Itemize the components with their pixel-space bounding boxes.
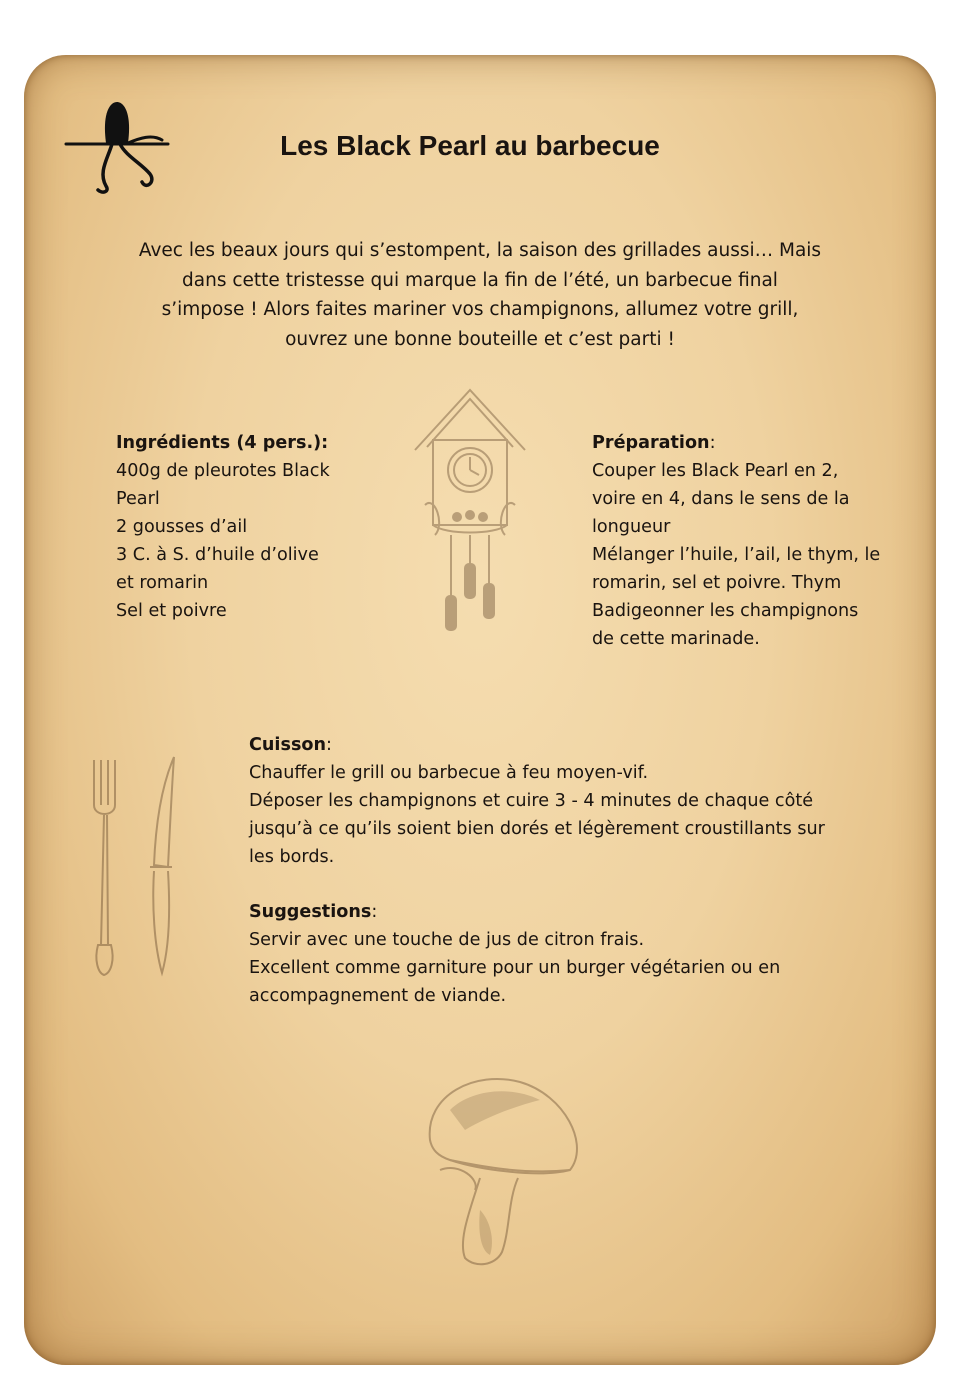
preparation-line: longueur <box>592 517 671 537</box>
ingredient-line: Pearl <box>116 489 160 509</box>
cooking-section <box>249 731 889 871</box>
fork-and-knife-icon <box>86 755 186 980</box>
preparation-line: Mélanger l’huile, l’ail, le thym, le <box>592 545 881 565</box>
ingredients-section <box>116 429 396 625</box>
octopus-hat-logo-icon <box>62 98 172 198</box>
ingredient-line: et romarin <box>116 573 209 593</box>
suggestion-line: accompagnement de viande. <box>249 986 507 1006</box>
mushroom-icon <box>420 1070 595 1270</box>
cooking-line: jusqu’à ce qu’ils soient bien dorés et légèrement croustillants sur <box>249 819 825 839</box>
preparation-section <box>592 429 922 653</box>
cuckoo-clock-icon <box>405 385 535 640</box>
intro-line: Avec les beaux jours qui s’estompent, la saison des grillades aussi… Mais <box>138 240 822 261</box>
intro-paragraph <box>100 236 860 354</box>
preparation-line: romarin, sel et poivre. Thym <box>592 573 842 593</box>
ingredient-line: 3 C. à S. d’huile d’olive <box>116 545 319 565</box>
cooking-line: les bords. <box>249 847 335 867</box>
intro-line: s’impose ! Alors faites mariner vos champignons, allumez votre grill, <box>161 299 799 320</box>
cooking-line: Chauffer le grill ou barbecue à feu moyen-vif. <box>249 763 649 783</box>
preparation-line: Badigeonner les champignons <box>592 601 859 621</box>
heading-colon: : <box>709 433 716 453</box>
preparation-heading: Préparation <box>592 433 710 453</box>
preparation-line: Couper les Black Pearl en 2, <box>592 461 839 481</box>
suggestion-line: Servir avec une touche de jus de citron frais. <box>249 930 645 950</box>
suggestion-line: Excellent comme garniture pour un burger végétarien ou en <box>249 958 781 978</box>
cooking-line: Déposer les champignons et cuire 3 - 4 minutes de chaque côté <box>249 791 814 811</box>
heading-colon: : <box>326 735 332 755</box>
ingredient-line: 2 gousses d’ail <box>116 517 248 537</box>
ingredient-line: 400g de pleurotes Black <box>116 461 330 481</box>
suggestions-heading: Suggestions <box>249 902 372 922</box>
suggestions-section <box>249 898 889 1010</box>
preparation-line: voire en 4, dans le sens de la <box>592 489 850 509</box>
intro-line: ouvrez une bonne bouteille et c’est parti ! <box>285 328 675 350</box>
heading-colon: : <box>371 902 378 922</box>
ingredients-heading: Ingrédients (4 pers.): <box>116 433 329 453</box>
cooking-heading: Cuisson <box>249 735 327 755</box>
ingredient-line: Sel et poivre <box>116 601 227 621</box>
intro-line: dans cette tristesse qui marque la fin de l’été, un barbecue final <box>182 269 778 291</box>
preparation-line: de cette marinade. <box>592 629 760 649</box>
page-title: Les Black Pearl au barbecue <box>280 130 660 161</box>
